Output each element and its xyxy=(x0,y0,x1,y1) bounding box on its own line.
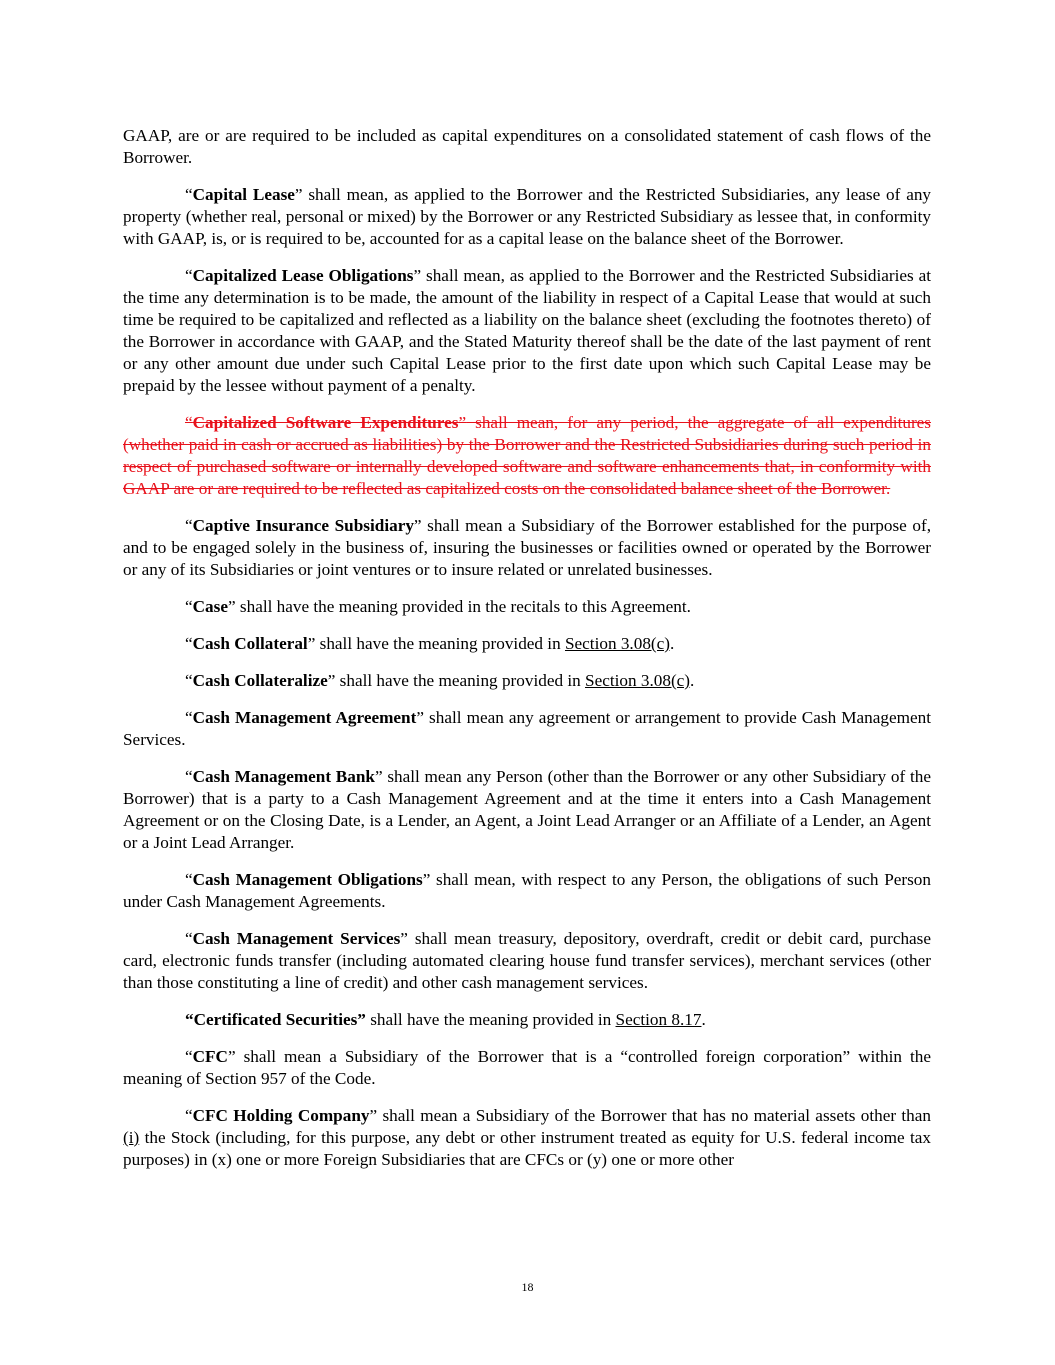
defined-term: Case xyxy=(192,597,228,616)
section-reference: Section 3.08(c) xyxy=(564,634,670,653)
defined-term: Cash Management Bank xyxy=(192,767,375,786)
defined-term: Cash Collateralize xyxy=(192,671,328,690)
definition-cash-collateral: “Cash Collateral” shall have the meaning provided in Section 3.08(c). xyxy=(185,634,675,653)
definition-cash-management-agreement: “Cash Management Agreement” shall mean any agreement or arrangement to provide Cash Management Services. xyxy=(123,708,931,749)
definition-cash-management-obligations: “Cash Management Obligations” shall mean, with respect to any Person, the obligations of such Person under Cash Management Agreements. xyxy=(123,870,931,911)
defined-term: “Certificated Securities” xyxy=(185,1010,366,1029)
paragraph-text: GAAP, are or are required to be included as capital expenditures on a consolidated statement of cash flows of the Borrower. xyxy=(123,126,931,167)
definition-case: “Case” shall have the meaning provided in the recitals to this Agreement. xyxy=(185,597,691,616)
definition-text: shall mean treasury, depository, overdraft, credit or debit card, purchase card, electronic funds transfer (including automated clearing house fund transfer services), merchant services (other than those constituting a line of credit) and other cash management services. xyxy=(123,929,931,992)
defined-term: Cash Management Services xyxy=(192,929,401,948)
paragraph-continuation xyxy=(123,125,931,169)
document-page xyxy=(123,125,931,1186)
definition-cash-collateralize: “Cash Collateralize” shall have the meaning provided in Section 3.08(c). xyxy=(185,671,695,690)
defined-term: CFC Holding Company xyxy=(192,1106,370,1125)
section-reference: Section 3.08(c) xyxy=(585,671,691,690)
definition-capital-lease: “Capital Lease” shall mean, as applied to the Borrower and the Restricted Subsidiaries, any lease of any property (whether real, personal or mixed) by the Borrower or any Restricted Subsidiary as lessee that, in conformity with GAAP, is, or is required to be, accounted for as a capital lease on the balance sheet of the Borrower. xyxy=(123,185,932,248)
definition-text: shall have the meaning provided in xyxy=(335,671,586,690)
definition-text: shall mean a Subsidiary of the Borrower that is a “controlled foreign corporation” within the meaning of Section 957 of the Code. xyxy=(123,1047,931,1088)
section-reference: Section 8.17 xyxy=(615,1010,702,1029)
clause-reference: (i) xyxy=(123,1128,140,1147)
definition-text: shall mean, for any period, the aggregate of all expenditures (whether paid in cash or accrued as liabilities) by the Borrower and the Restricted Subsidiaries during such period in respect of purchased software or internally developed software and software enhancements that, in conformity with GAAP are or are required to be reflected as capitalized costs on the consolidated balance sheet of the Borrower. xyxy=(123,413,931,498)
defined-term: Cash Management Obligations xyxy=(192,870,423,889)
definition-captive-insurance-subsidiary: “Captive Insurance Subsidiary” shall mean a Subsidiary of the Borrower established for the purpose of, and to be engaged solely in the business of, insuring the businesses or facilities owned or operated by the Borrower or any of its Subsidiaries or joint ventures or to insure related or unrelated businesses. xyxy=(123,516,931,579)
definition-text: shall have the meaning provided in the recitals to this Agreement. xyxy=(235,597,691,616)
page-number: 18 xyxy=(521,1280,534,1294)
definition-text: shall mean, as applied to the Borrower and the Restricted Subsidiaries at the time any determination is to be made, the amount of the liability in respect of a Capital Lease that would at such time be required to be capitalized and reflected as a liability on the balance sheet (excluding the footnotes thereto) of the Borrower in accordance with GAAP, and the Stated Maturity thereof shall be the date of the last payment of rent or any other amount due under such Capital Lease prior to the first date upon which such Capital Lease may be prepaid by the lessee without payment of a penalty. xyxy=(123,266,931,395)
defined-term: Captive Insurance Subsidiary xyxy=(192,516,414,535)
definition-text: shall mean a Subsidiary of the Borrower established for the purpose of, and to be engaged solely in the business of, insuring the businesses or facilities owned or operated by the Borrower or any of its Subsidiaries or joint ventures or to insure related or unrelated businesses. xyxy=(123,516,931,579)
deleted-definition-capitalized-software-expenditures: “Capitalized Software Expenditures” shall mean, for any period, the aggregate of all expenditures (whether paid in cash or accrued as liabilities) by the Borrower and the Restricted Subsidiaries during such period in respect of purchased software or internally developed software and software enhancements that, in conformity with GAAP are or are required to be reflected as capitalized costs on the consolidated balance sheet of the Borrower. xyxy=(123,413,931,498)
definition-text: shall mean, as applied to the Borrower and the Restricted Subsidiaries, any lease of any property (whether real, personal or mixed) by the Borrower or any Restricted Subsidiary as lessee that, in conformity with GAAP, is, or is required to be, accounted for as a capital lease on the balance sheet of the Borrower. xyxy=(123,185,932,248)
definition-text: shall mean a Subsidiary of the Borrower that has no material assets other than xyxy=(377,1106,931,1125)
defined-term: Cash Management Agreement xyxy=(192,708,417,727)
defined-term: Capitalized Software Expenditures xyxy=(192,413,459,432)
defined-term: Capitalized Lease Obligations xyxy=(192,266,414,285)
definition-certificated-securities: “Certificated Securities” shall have the meaning provided in Section 8.17. xyxy=(185,1010,706,1029)
definition-cfc-holding-company: “CFC Holding Company” shall mean a Subsidiary of the Borrower that has no material assets other than (i) the Stock (including, for this purpose, any debt or other instrument treated as equity for U.S. federal income tax purposes) in (x) one or more Foreign Subsidiaries that are CFCs or (y) one or more other xyxy=(123,1106,931,1169)
definition-text: shall mean any agreement or arrangement to provide Cash Management Services. xyxy=(123,708,931,749)
definition-capitalized-lease-obligations: “Capitalized Lease Obligations” shall mean, as applied to the Borrower and the Restricted Subsidiaries at the time any determination is to be made, the amount of the liability in respect of a Capital Lease that would at such time be required to be capitalized and reflected as a liability on the balance sheet (excluding the footnotes thereto) of the Borrower in accordance with GAAP, and the Stated Maturity thereof shall be the date of the last payment of rent or any other amount due under such Capital Lease prior to the first date upon which such Capital Lease may be prepaid by the lessee without payment of a penalty. xyxy=(123,266,931,395)
definition-cfc: “CFC” shall mean a Subsidiary of the Borrower that is a “controlled foreign corporation” within the meaning of Section 957 of the Code. xyxy=(123,1047,931,1088)
definition-cash-management-services: “Cash Management Services” shall mean treasury, depository, overdraft, credit or debit card, purchase card, electronic funds transfer (including automated clearing house fund transfer services), merchant services (other than those constituting a line of credit) and other cash management services. xyxy=(123,929,931,992)
definition-text: shall have the meaning provided in xyxy=(315,634,565,653)
definition-text: shall mean, with respect to any Person, the obligations of such Person under Cash Management Agreements. xyxy=(123,870,931,911)
defined-term: CFC xyxy=(192,1047,228,1066)
definition-cash-management-bank: “Cash Management Bank” shall mean any Person (other than the Borrower or any other Subsidiary of the Borrower) that is a party to a Cash Management Agreement and at the time it enters into a Cash Management Agreement or on the Closing Date, is a Lender, an Agent, a Joint Lead Arranger or an Affiliate of a Lender, an Agent or a Joint Lead Arranger. xyxy=(123,767,931,852)
defined-term: Capital Lease xyxy=(192,185,295,204)
definition-text: shall have the meaning provided in xyxy=(365,1010,616,1029)
defined-term: Cash Collateral xyxy=(192,634,308,653)
definition-text: shall mean any Person (other than the Borrower or any other Subsidiary of the Borrower) that is a party to a Cash Management Agreement and at the time it enters into a Cash Management Agreement or on the Closing Date, is a Lender, an Agent, a Joint Lead Arranger or an Affiliate of a Lender, an Agent or a Joint Lead Arranger. xyxy=(123,767,931,852)
